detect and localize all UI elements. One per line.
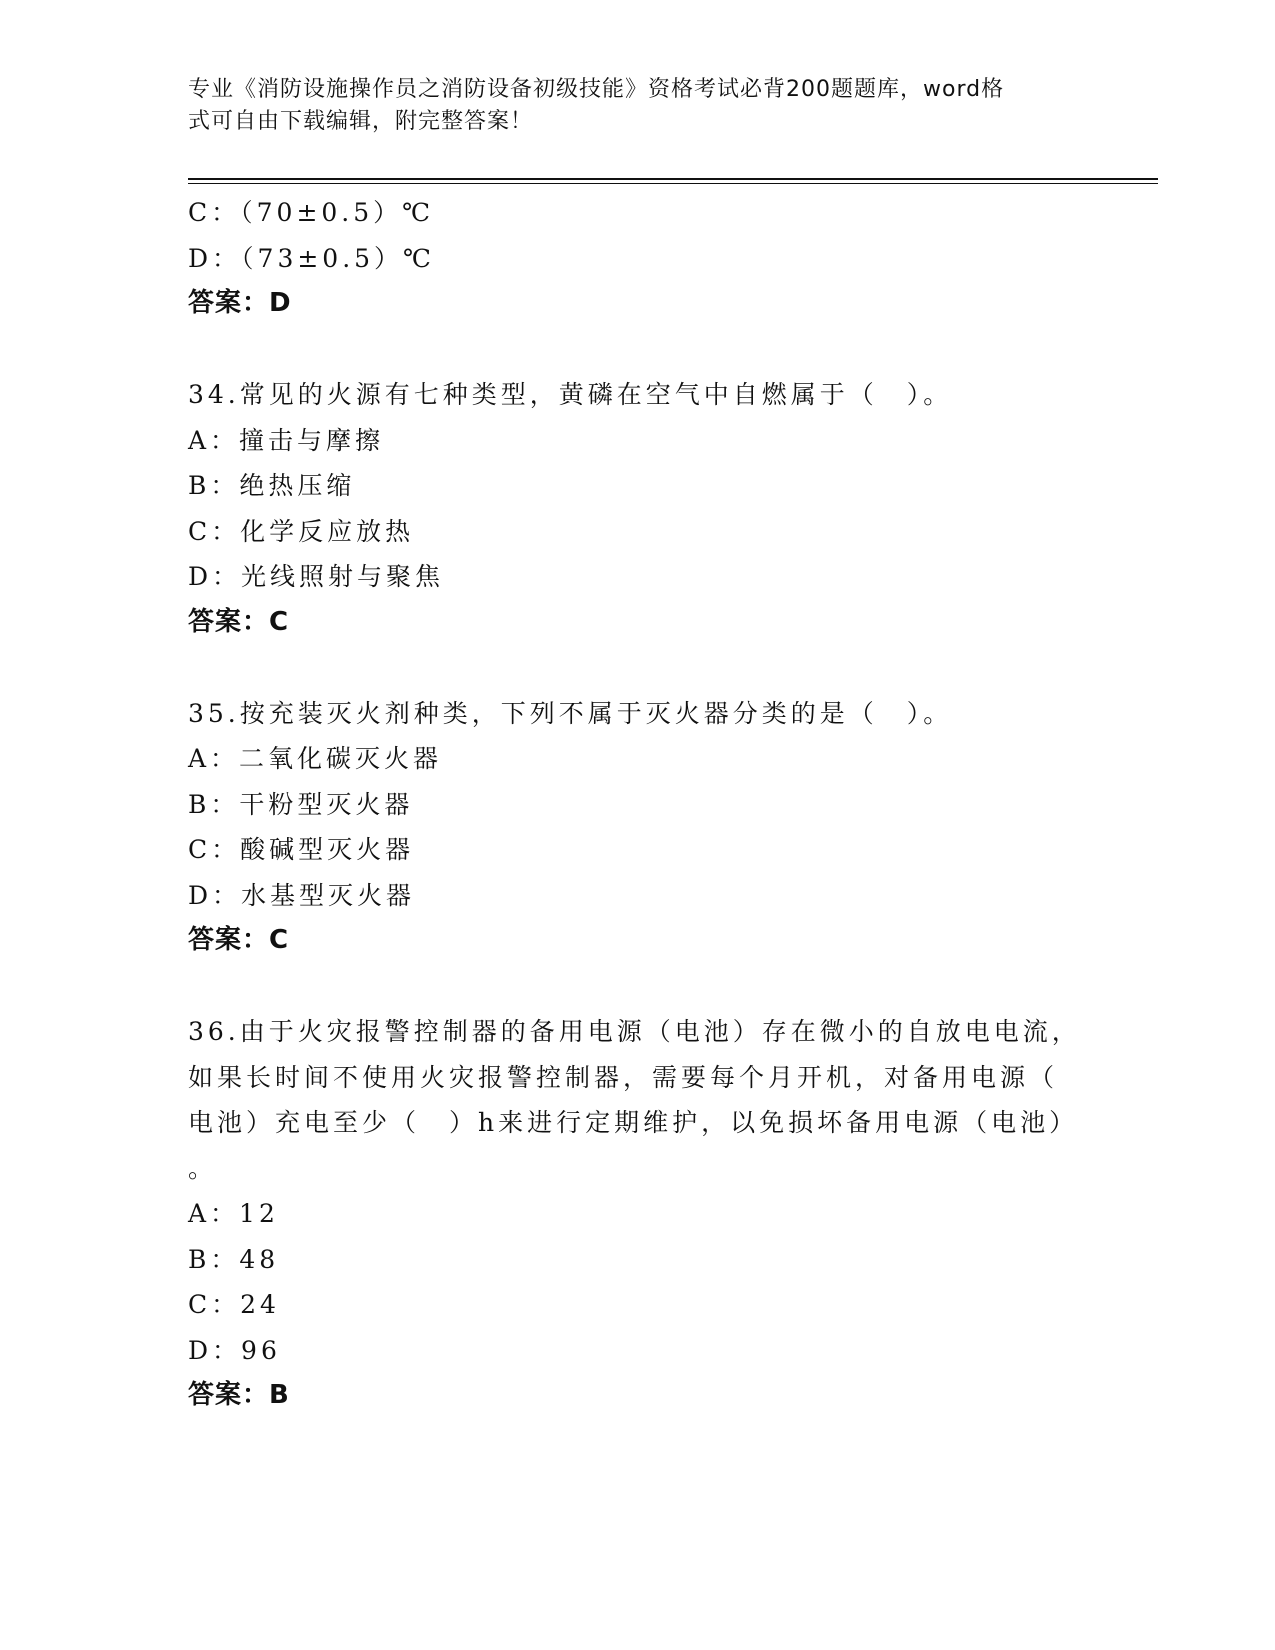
option-d: D：光线照射与聚焦 [188, 562, 445, 591]
option-a: A：撞击与摩擦 [188, 425, 385, 455]
option-b: B：干粉型灭火器 [188, 789, 414, 819]
spacer [188, 327, 1088, 373]
option-a: A：二氧化碳灭火器 [188, 744, 443, 773]
document-header [188, 74, 1068, 138]
header-divider-thick [188, 178, 1158, 180]
question-stem-line-1: 36.由于火灾报警控制器的备用电源（电池）存在微小的自放电电流， [188, 1017, 1081, 1046]
spacer [188, 964, 1088, 1010]
question-stem-line-3: 电池）充电至少（ ）h来进行定期维护，以免损坏备用电源（电池） [188, 1108, 1079, 1137]
option-d: D：96 [188, 1335, 281, 1365]
answer-label: 答案：C [188, 606, 290, 637]
option-c: C：24 [188, 1290, 280, 1319]
answer-label: 答案：D [188, 288, 292, 318]
question-stem: 35.按充装灭火剂种类，下列不属于灭火器分类的是（ ）。 [188, 698, 953, 728]
question-33-continued [188, 190, 1088, 327]
question-36 [188, 1009, 1088, 1419]
header-divider-thin [188, 183, 1158, 184]
option-b: B：48 [188, 1244, 280, 1274]
option-b: B：绝热压缩 [188, 471, 356, 500]
answer-label: 答案：B [188, 1380, 290, 1410]
question-35 [188, 691, 1088, 964]
spacer [188, 645, 1088, 691]
question-34 [188, 372, 1088, 645]
option-c: C：化学反应放热 [188, 516, 415, 546]
header-line-2: 式可自由下载编辑，附完整答案！ [188, 109, 534, 134]
option-a: A：12 [188, 1199, 279, 1228]
question-stem: 34.常见的火源有七种类型，黄磷在空气中自燃属于（ ）。 [188, 380, 953, 409]
question-stem-line-4: 。 [188, 1153, 218, 1183]
option-c: C：（70±0.5）℃ [188, 198, 435, 227]
question-stem-line-2: 如果长时间不使用火灾报警控制器，需要每个月开机，对备用电源（ [188, 1062, 1059, 1092]
header-line-1: 专业《消防设施操作员之消防设备初级技能》资格考试必背200题题库，word格 [188, 77, 1005, 102]
option-d: D：（73±0.5）℃ [188, 243, 436, 273]
option-c: C：酸碱型灭火器 [188, 835, 415, 864]
answer-label: 答案：C [188, 925, 290, 955]
question-list [188, 190, 1088, 1419]
option-d: D：水基型灭火器 [188, 880, 416, 910]
